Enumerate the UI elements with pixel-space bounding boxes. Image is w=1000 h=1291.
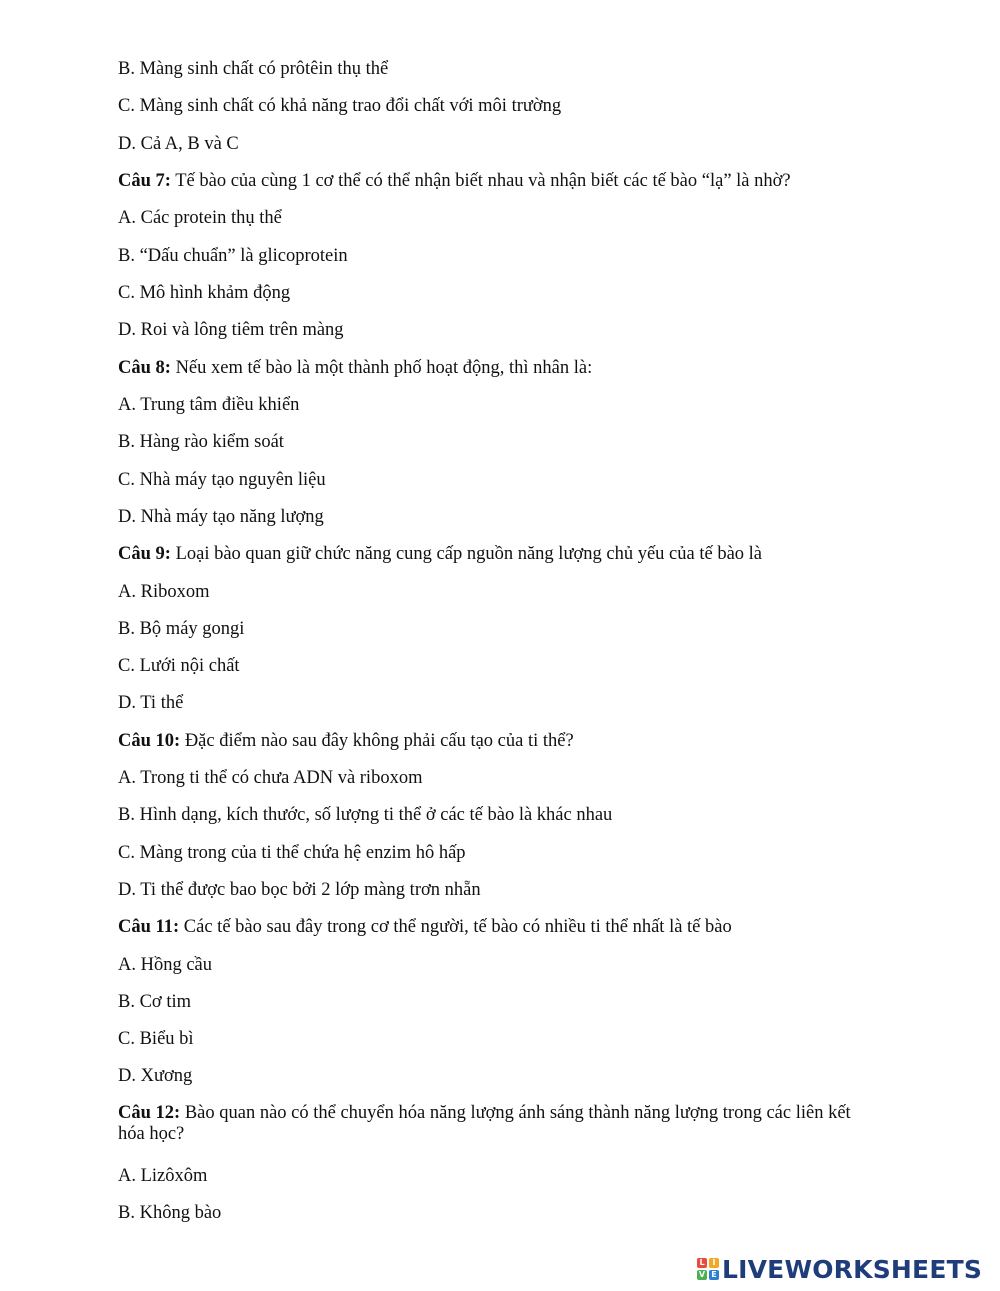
logo-tile: I bbox=[709, 1258, 719, 1268]
answer-option: C. Nhà máy tạo nguyên liệu bbox=[118, 470, 326, 490]
answer-option: B. Hàng rào kiểm soát bbox=[118, 432, 284, 452]
answer-option: A. Trong ti thể có chưa ADN và riboxom bbox=[118, 768, 423, 788]
answer-option: D. Xương bbox=[118, 1066, 193, 1086]
logo-tile: L bbox=[697, 1258, 707, 1268]
question-text: Các tế bào sau đây trong cơ thể người, tế bào có nhiều ti thể nhất là tế bào bbox=[179, 917, 732, 937]
answer-option: B. Không bào bbox=[118, 1203, 222, 1223]
question-number: Câu 7: bbox=[118, 171, 171, 191]
liveworksheets-logo[interactable] bbox=[697, 1254, 982, 1284]
answer-option: C. Biểu bì bbox=[118, 1029, 194, 1049]
answer-option: A. Riboxom bbox=[118, 582, 210, 602]
answer-option: B. Hình dạng, kích thước, số lượng ti thể ở các tế bào là khác nhau bbox=[118, 805, 613, 825]
answer-option: D. Cả A, B và C bbox=[118, 134, 239, 154]
answer-option: B. Cơ tim bbox=[118, 992, 192, 1012]
answer-option: A. Trung tâm điều khiển bbox=[118, 395, 300, 415]
question-number: Câu 12: bbox=[118, 1103, 181, 1123]
answer-option: B. Màng sinh chất có prôtêin thụ thể bbox=[118, 59, 389, 79]
question-text: Đặc điểm nào sau đây không phải cấu tạo của ti thể? bbox=[180, 731, 574, 751]
answer-option: D. Nhà máy tạo năng lượng bbox=[118, 507, 324, 527]
question-10 bbox=[118, 730, 574, 752]
answer-option: B. “Dấu chuẩn” là glicoprotein bbox=[118, 246, 348, 266]
question-number: Câu 10: bbox=[118, 731, 181, 751]
answer-option: D. Ti thể bbox=[118, 693, 184, 713]
answer-option: C. Lưới nội chất bbox=[118, 656, 240, 676]
question-number: Câu 11: bbox=[118, 917, 180, 937]
logo-tile: V bbox=[698, 1270, 706, 1279]
logo-tile: E bbox=[709, 1270, 719, 1280]
answer-option: A. Lizôxôm bbox=[118, 1166, 208, 1186]
question-11 bbox=[118, 916, 732, 938]
logo-icon bbox=[697, 1258, 719, 1280]
answer-option: D. Ti thể được bao bọc bởi 2 lớp màng trơn nhẵn bbox=[118, 880, 481, 900]
question-9 bbox=[118, 543, 762, 565]
question-number: Câu 9: bbox=[118, 544, 171, 564]
question-text: Bào quan nào có thể chuyển hóa năng lượng ánh sáng thành năng lượng trong các liên kết hóa học? bbox=[118, 1103, 851, 1144]
question-text: Tế bào của cùng 1 cơ thể có thể nhận biết nhau và nhận biết các tế bào “lạ” là nhờ? bbox=[170, 171, 791, 191]
answer-option: C. Mô hình khảm động bbox=[118, 283, 291, 303]
answer-option: C. Màng trong của ti thể chứa hệ enzim hô hấp bbox=[118, 843, 466, 863]
question-text: Nếu xem tế bào là một thành phố hoạt động, thì nhân là: bbox=[170, 358, 593, 378]
question-text: Loại bào quan giữ chức năng cung cấp nguồn năng lượng chủ yếu của tế bào là bbox=[170, 544, 763, 564]
answer-option: B. Bộ máy gongi bbox=[118, 619, 245, 639]
question-7 bbox=[118, 170, 791, 192]
question-8 bbox=[118, 357, 592, 379]
answer-option: C. Màng sinh chất có khả năng trao đổi chất với môi trường bbox=[118, 96, 562, 116]
answer-option: A. Hồng cầu bbox=[118, 955, 213, 975]
answer-option: D. Roi và lông tiêm trên màng bbox=[118, 320, 344, 340]
question-12 bbox=[118, 1103, 878, 1145]
brand-name: LIVEWORKSHEETS bbox=[722, 1254, 983, 1284]
question-number: Câu 8: bbox=[118, 358, 171, 378]
answer-option: A. Các protein thụ thể bbox=[118, 208, 282, 228]
